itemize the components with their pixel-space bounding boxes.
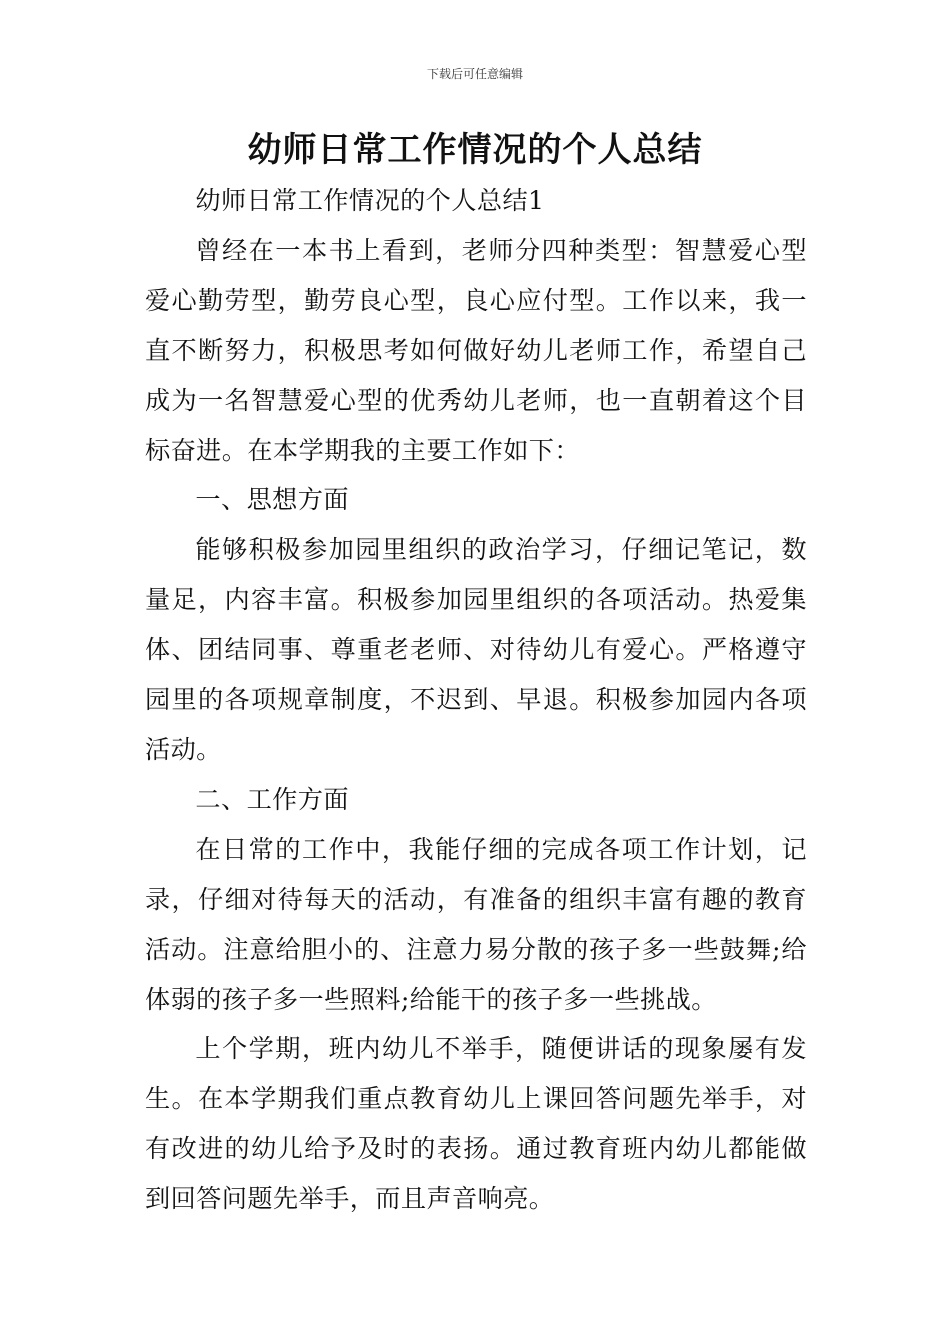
paragraph-work: 在日常的工作中，我能仔细的完成各项工作计划，记录，仔细对待每天的活动，有准备的组织丰富有趣的教育活动。注意给胆小的、注意力易分散的孩子多一些鼓舞;给体弱的孩子多一些照料;给能干的孩子多一些挑战。	[145, 834, 807, 1014]
paragraph-thought: 能够积极参加园里组织的政治学习，仔细记笔记，数量足，内容丰富。积极参加园里组织的各项活动。热爱集体、团结同事、尊重老老师、对待幼儿有爱心。严格遵守园里的各项规章制度，不迟到、早退。积极参加园内各项活动。	[145, 535, 807, 764]
paragraph-last-term: 上个学期，班内幼儿不举手，随便讲话的现象屡有发生。在本学期我们重点教育幼儿上课回答问题先举手，对有改进的幼儿给予及时的表扬。通过教育班内幼儿都能做到回答问题先举手，而且声音响亮。	[145, 1034, 807, 1214]
section-heading-work: 二、工作方面	[195, 784, 349, 814]
section-subtitle: 幼师日常工作情况的个人总结1	[195, 186, 545, 215]
paragraph-intro: 曾经在一本书上看到，老师分四种类型：智慧爱心型爱心勤劳型，勤劳良心型，良心应付型。工作以来，我一直不断努力，积极思考如何做好幼儿老师工作，希望自己成为一名智慧爱心型的优秀幼儿老师，也一直朝着这个目标奋进。在本学期我的主要工作如下：	[145, 235, 807, 465]
section-heading-thought: 一、思想方面	[195, 485, 349, 515]
document-title: 幼师日常工作情况的个人总结	[247, 130, 703, 170]
document-body	[145, 176, 807, 1224]
header-note: 下载后可任意编辑	[426, 67, 523, 81]
